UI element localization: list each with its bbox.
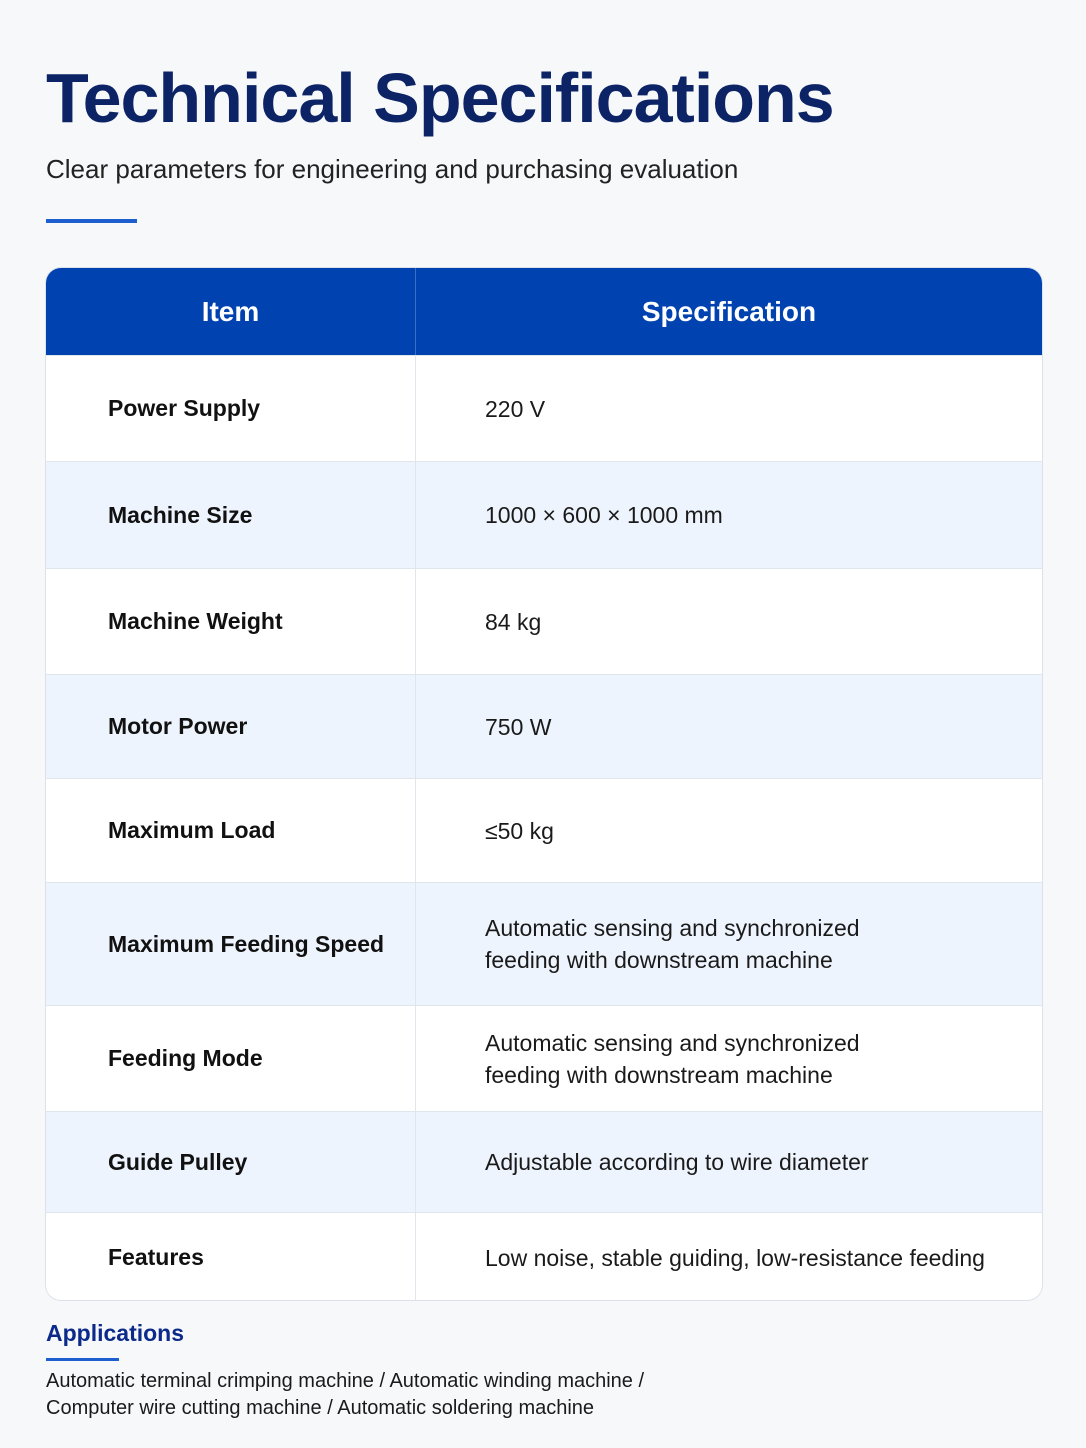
table-row <box>46 1212 1042 1301</box>
row-spec <box>416 569 1042 674</box>
row-item: Motor Power <box>46 675 416 778</box>
table-row <box>46 568 1042 674</box>
table-row <box>46 1005 1042 1111</box>
column-header-item: Item <box>46 268 416 355</box>
table-row <box>46 778 1042 882</box>
table-row <box>46 1111 1042 1212</box>
row-item: Machine Weight <box>46 569 416 674</box>
applications-underline <box>46 1358 119 1361</box>
table-row <box>46 882 1042 1005</box>
applications-heading: Applications <box>46 1320 185 1346</box>
page-title: Technical Specifications <box>46 59 834 137</box>
row-spec <box>416 1006 1042 1111</box>
table-row <box>46 355 1042 461</box>
row-spec <box>416 1112 1042 1212</box>
row-item: Feeding Mode <box>46 1006 416 1111</box>
row-item: Maximum Load <box>46 779 416 882</box>
row-spec <box>416 883 1042 1005</box>
row-spec <box>416 1213 1042 1301</box>
table-header <box>46 268 1042 355</box>
row-spec <box>416 675 1042 778</box>
spec-line: Adjustable according to wire diameter <box>485 1149 869 1175</box>
spec-line: Automatic sensing and synchronized <box>485 915 860 941</box>
row-spec <box>416 779 1042 882</box>
table-row <box>46 674 1042 778</box>
spec-line: 750 W <box>485 713 552 740</box>
applications-line: Computer wire cutting machine / Automatic soldering machine <box>46 1397 595 1419</box>
applications-line: Automatic terminal crimping machine / Automatic winding machine / <box>46 1370 645 1392</box>
spec-line: feeding with downstream machine <box>485 1061 833 1088</box>
spec-table <box>45 267 1043 1301</box>
title-underline <box>46 219 137 223</box>
column-header-specification: Specification <box>641 295 817 327</box>
row-spec <box>416 356 1042 461</box>
spec-line: 84 kg <box>485 608 542 635</box>
table-row <box>46 461 1042 568</box>
row-item: Maximum Feeding Speed <box>46 883 416 1005</box>
page-subtitle: Clear parameters for engineering and purchasing evaluation <box>46 154 739 184</box>
spec-line: ≤50 kg <box>485 817 554 844</box>
row-item: Features <box>46 1213 416 1301</box>
spec-line: 1000 × 600 × 1000 mm <box>485 502 723 528</box>
spec-line: Automatic sensing and synchronized <box>485 1029 860 1056</box>
row-item: Power Supply <box>46 356 416 461</box>
applications-text <box>46 1368 746 1422</box>
row-item: Guide Pulley <box>46 1112 416 1212</box>
row-spec <box>416 462 1042 568</box>
spec-line: feeding with downstream machine <box>485 947 833 973</box>
spec-line: Low noise, stable guiding, low-resistance feeding <box>485 1244 985 1271</box>
spec-line: 220 V <box>485 395 546 422</box>
row-item: Machine Size <box>46 462 416 568</box>
